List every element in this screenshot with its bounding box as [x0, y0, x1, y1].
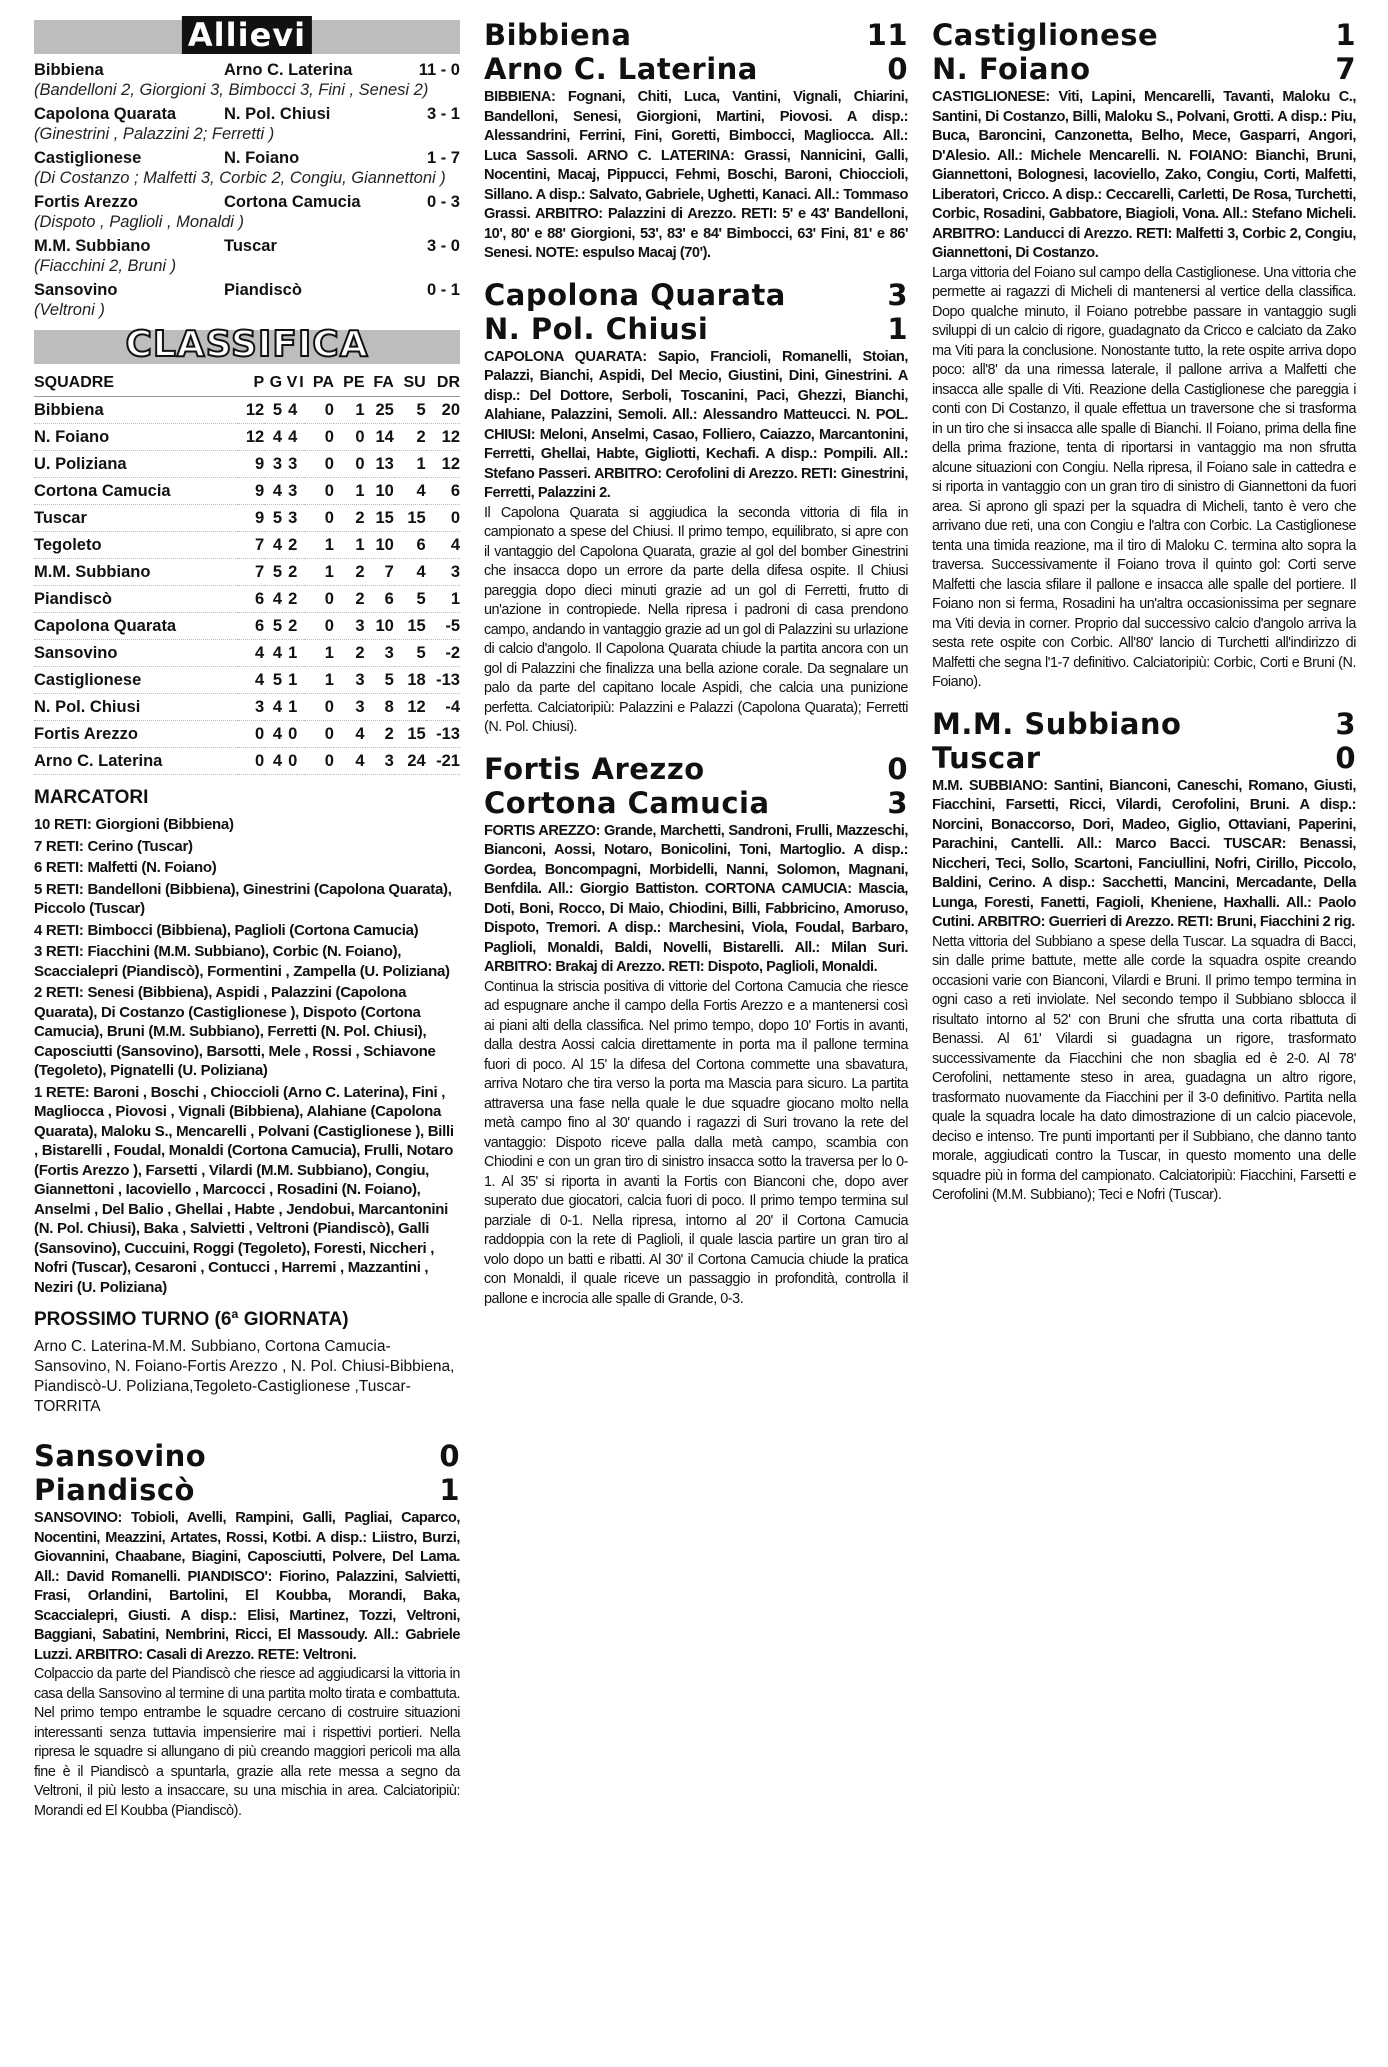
- result-item: [34, 148, 460, 188]
- standings-cell: 9: [238, 478, 264, 505]
- standings-team: Capolona Quarata: [34, 613, 238, 640]
- standings-cell: 2: [334, 640, 365, 667]
- standings-header-pe: PE: [334, 370, 365, 397]
- standings-cell: 9: [238, 505, 264, 532]
- standings-cell: 0: [304, 505, 334, 532]
- score: 3 - 0: [426, 237, 460, 255]
- scorers-title: MARCATORI: [34, 787, 149, 808]
- next-round-title: PROSSIMO TURNO (6ª GIORNATA): [34, 1309, 349, 1330]
- standings-cell: 0: [238, 748, 264, 775]
- home-score: 0: [439, 1439, 460, 1473]
- away-team: N. Foiano: [932, 52, 1091, 86]
- away-team: N. Pol. Chiusi: [484, 311, 709, 346]
- standings-cell: 7: [365, 559, 394, 586]
- match-lineup: M.M. SUBBIANO: Santini, Bianconi, Caneschi, Romano, Giusti, Fiacchini, Farsetti, Ricci, Vilardi, Cerofolini, Bruni. A disp.: Norcini, Bonaccorso, Dori, Madeo, Giglio, Ottaviani, Paperini, Parachini, Cantelli. All.: Marco Bacci. TUSCAR: Benassi, Niccheri, Teci, Sollo, Scartoni, Fanciullini, Nofri, Cirillo, Piccolo, Baldini, Cerino. A disp.: Sacchetti, Mancini, Mercadante, Della Lunga, Foresti, Fanetti, Fagioli, Kheniene, Haxhalli. All.: Paolo Cutini. ARBITRO: Guerrieri di Arezzo. RETI: Bruni, Fiacchini 2 rig.: [932, 777, 1356, 930]
- standings-cell: 5: [394, 640, 426, 667]
- standings-table: [34, 370, 460, 775]
- section-banner: [34, 16, 460, 54]
- standings-row: [34, 667, 460, 694]
- standings-cell: 1: [282, 640, 297, 667]
- standings-cell: 6: [238, 613, 264, 640]
- column-right: [932, 18, 1356, 1220]
- standings-header-su: SU: [394, 370, 426, 397]
- column-left: [34, 18, 460, 1835]
- standings-cell: 1: [394, 451, 426, 478]
- standings-header-i: I: [297, 370, 303, 397]
- standings-team: Arno C. Laterina: [34, 748, 238, 775]
- standings-cell: 1: [426, 586, 460, 613]
- standings-cell: 2: [282, 586, 297, 613]
- standings-cell: 5: [394, 397, 426, 424]
- match-bibbiena: [484, 18, 908, 264]
- standings-team: Tuscar: [34, 505, 238, 532]
- standings-cell: 4: [334, 721, 365, 748]
- scorers-line: 1 RETE: Baroni , Boschi , Chioccioli (Arno C. Laterina), Fini , Magliocca , Piovosi , Vignali (Bibbiena), Alahiane (Capolona Quarata), Maloku S., Mencarelli , Polvani (Castiglionese ), Billi , Bistarelli , Foudal, Monaldi (Cortona Camucia), Frulli, Notaro (Fortis Arezzo ), Farsetti , Vilardi (M.M. Subbiano), Congiu, Giannettoni , Iacoviello , Marcocci , Rosadini (N. Foiano), Anselmi , Del Balio , Ghellai , Habte , Jendobui, Marcantonini (N. Pol. Chiusi), Baka , Salvietti , Veltroni (Piandiscò), Galli (Sansovino), Cuccuini, Roggi (Tegoleto), Foresti, Niccheri , Nofri (Tuscar), Cesaroni , Contucci , Harremi , Mazzantini , Neziri (U. Poliziana): [34, 1083, 454, 1296]
- standings-header-g: G: [264, 370, 282, 397]
- standings-cell: 2: [282, 559, 297, 586]
- result-scorers: (Veltroni ): [34, 301, 105, 319]
- away-team: Cortona Camucia: [224, 193, 361, 211]
- standings-cell: 15: [394, 613, 426, 640]
- standings-cell: 1: [334, 397, 365, 424]
- standings-row: [34, 505, 460, 532]
- match-report: Larga vittoria del Foiano sul campo della Castiglionese. Una vittoria che permette ai ragazzi di Micheli di mantenersi al vertice della classifica. Dopo qualche minuto, il Foiano potrebbe passare in vantaggio sugli sviluppi di un calcio di rigore, guadagnato da Cricco e calciato da Zako ma Viti para la conclusione. Nonostante tutto, la rete ospite arriva dopo poco: all'8' da una rimessa laterale, il pallone arriva a Malfetti che insacca alle spalle di Viti. Reazione della Castiglionese che pareggia i conti con Di Costanzo, il quale effettua un traversone che si trasforma in un tiro che si insacca alle spalle di Bianchi. Il Foiano, prima della fine della prima frazione, tenta di riportarsi in vantaggio ma non sfrutta alcune situazioni con Congiu. Nella ripresa, il Foiano sale in cattedra e si riporta in vantaggio con un gran tiro di sinistro di Giannettoni da fuori area. Si aprono gli spazi per la squadra di Micheli, tanto è vero che arrivano due reti, una con Congiu e l'altra con Corbic. La Castiglionese tenta una timida reazione, ma il tiro di Maloku C. termina alto sopra la traversa. Successivamente il Foiano trova il quinto gol: Corti serve Malfetti che lascia sfilare il pallone e insacca alle spalle del portiere. Il Foiano non si ferma, Rosadini ha un'altra occasionissima per segnare ma Viti devia in corner. Proprio dal successivo calcio d'angolo arriva la sesta rete ospite con Corbic. All'80' lancio di Turchetti all'indirizzo di Malfetti che segna l'1-7 definitivo. Calciatoripiù: Corbic, Corti e Bruni (N. Foiano).: [932, 264, 1356, 690]
- result-scorers: (Dispoto , Paglioli , Monaldi ): [34, 213, 245, 231]
- home-team: Sansovino: [34, 1439, 207, 1473]
- standings-body: [34, 397, 460, 775]
- standings-cell: 2: [334, 505, 365, 532]
- standings-cell: 0: [304, 397, 334, 424]
- home-score: 11: [866, 18, 908, 52]
- away-score: 1: [439, 1473, 460, 1507]
- result-item: [34, 280, 460, 320]
- standings-cell: 5: [394, 586, 426, 613]
- standings-cell: -13: [426, 667, 460, 694]
- standings-cell: 0: [426, 505, 460, 532]
- standings-cell: 3: [238, 694, 264, 721]
- standings-title: CLASSIFICA: [125, 324, 369, 365]
- scorers-list: [34, 815, 460, 1297]
- scorers-line: 10 RETI: Giorgioni (Bibbiena): [34, 816, 234, 833]
- result-item: [34, 236, 460, 276]
- standings-cell: 6: [365, 586, 394, 613]
- away-score: 1: [887, 311, 908, 346]
- match-fortis: [484, 752, 908, 1310]
- standings-cell: 3: [334, 694, 365, 721]
- standings-cell: 24: [394, 748, 426, 775]
- home-score: 3: [887, 277, 908, 312]
- away-team: Cortona Camucia: [484, 785, 770, 820]
- standings-cell: 5: [264, 505, 282, 532]
- scorers-line: 4 RETI: Bimbocci (Bibbiena), Paglioli (Cortona Camucia): [34, 921, 419, 939]
- standings-cell: 12: [394, 694, 426, 721]
- standings-cell: 2: [282, 532, 297, 559]
- standings-cell: 4: [264, 586, 282, 613]
- home-team: Castiglionese: [34, 149, 142, 167]
- standings-cell: 5: [264, 613, 282, 640]
- standings-cell: 18: [394, 667, 426, 694]
- home-score: 1: [1335, 18, 1356, 52]
- standings-cell: 3: [282, 478, 297, 505]
- standings-cell: 4: [394, 478, 426, 505]
- match-capolona: [484, 278, 908, 738]
- standings-cell: 7: [238, 532, 264, 559]
- standings-cell: -5: [426, 613, 460, 640]
- scorers-line: 3 RETI: Fiacchini (M.M. Subbiano), Corbic (N. Foiano), Scaccialepri (Piandiscò), Formentini , Zampella (U. Poliziana): [34, 943, 450, 980]
- standings-cell: 6: [394, 532, 426, 559]
- away-team: N. Pol. Chiusi: [224, 105, 331, 123]
- standings-team: U. Poliziana: [34, 451, 238, 478]
- standings-cell: 3: [365, 748, 394, 775]
- standings-cell: 10: [365, 532, 394, 559]
- home-team: Bibbiena: [484, 18, 632, 52]
- scorers-line: 6 RETI: Malfetti (N. Foiano): [34, 859, 217, 876]
- standings-cell: 0: [304, 721, 334, 748]
- result-item: [34, 192, 460, 232]
- standings-team: Piandiscò: [34, 586, 238, 613]
- standings-cell: 2: [334, 586, 365, 613]
- standings-cell: 4: [264, 478, 282, 505]
- column-middle: [484, 18, 908, 1323]
- away-score: 3: [887, 785, 908, 820]
- standings-cell: 4: [282, 397, 297, 424]
- standings-cell: 0: [304, 748, 334, 775]
- result-scorers: (Di Costanzo ; Malfetti 3, Corbic 2, Congiu, Giannettoni ): [34, 169, 446, 187]
- standings-cell: 15: [365, 505, 394, 532]
- home-team: Sansovino: [34, 281, 118, 299]
- standings-team: M.M. Subbiano: [34, 559, 238, 586]
- home-team: Bibbiena: [34, 61, 104, 79]
- standings-header-squadre: SQUADRE: [34, 370, 238, 397]
- standings-cell: 3: [334, 613, 365, 640]
- standings-cell: 5: [264, 667, 282, 694]
- standings-cell: 4: [426, 532, 460, 559]
- standings-cell: 0: [282, 721, 297, 748]
- standings-cell: 0: [304, 424, 334, 451]
- standings-cell: 10: [365, 613, 394, 640]
- standings-cell: 4: [238, 640, 264, 667]
- standings-cell: 1: [334, 532, 365, 559]
- standings-cell: 0: [304, 694, 334, 721]
- match-lineup: BIBBIENA: Fognani, Chiti, Luca, Vantini, Vignali, Chiarini, Bandelloni, Senesi, Giorgioni, Martini, Piovosi. A disp.: Alessandrini, Ferrini, Fini, Goretti, Bimbocci, Magliocca. All.: Luca Sassoli. ARNO C. LATERINA: Grassi, Nannicini, Galli, Nocentini, Macaj, Pippucci, Fehmi, Boschi, Baroni, Chioccioli, Sillano. A disp.: Salvato, Gabriele, Ughetti, Kanaci. All.: Tommaso Grassi. ARBITRO: Palazzini di Arezzo. RETI: 5' e 43' Bandelloni, 10', 80' e 88' Giorgioni, 53', 83' e 84' Bimbocci, 63' Fini, 81' e 86' Senesi. NOTE: espulso Macaj (70').: [484, 89, 908, 261]
- away-team: Piandiscò: [224, 281, 302, 299]
- scorers-line: 2 RETI: Senesi (Bibbiena), Aspidi , Palazzini (Capolona Quarata), Di Costanzo (Castiglionese ), Dispoto (Cortona Camucia), Bruni (M.M. Subbiano), Ferretti (N. Pol. Chiusi), Caposciutti (Sansovino), Barsotti, Mele , Rossi , Schiavone (Tegoleto), Pignatelli (U. Poliziana): [34, 984, 436, 1079]
- standings-cell: 0: [304, 613, 334, 640]
- standings-cell: 4: [238, 667, 264, 694]
- standings-cell: 12: [426, 424, 460, 451]
- standings-cell: -2: [426, 640, 460, 667]
- away-team: Arno C. Laterina: [224, 61, 353, 79]
- section-title: Allievi: [182, 16, 312, 54]
- standings-cell: 7: [238, 559, 264, 586]
- standings-cell: 3: [334, 667, 365, 694]
- home-team: M.M. Subbiano: [34, 237, 151, 255]
- away-team: N. Foiano: [224, 149, 300, 167]
- standings-cell: 0: [334, 424, 365, 451]
- standings-cell: 8: [365, 694, 394, 721]
- standings-cell: 1: [304, 667, 334, 694]
- standings-row: [34, 748, 460, 775]
- standings-cell: -4: [426, 694, 460, 721]
- standings-cell: 6: [426, 478, 460, 505]
- away-score: 0: [1335, 740, 1356, 775]
- home-team: Capolona Quarata: [34, 105, 177, 123]
- standings-row: [34, 424, 460, 451]
- match-report: Il Capolona Quarata si aggiudica la seconda vittoria di fila in campionato a spese del Chiusi. Il primo tempo, equilibrato, si apre con il vantaggio del Capolona Quarata, grazie al gol del bomber Ginestrini che insacca dopo un errore da parte della difesa ospite. Il Chiusi pareggia dopo dieci minuti grazie ad un gol di Ferretti, frutto di un'azione in contropiede. Nella ripresa i padroni di casa prendono campo, andando in vantaggio grazie ad un gol di Palazzini su urlazione di calcio d'angolo. Il Capolona Quarata chiude la partita ancora con un gol di Palazzini che finalizza una bella azione corale. Da segnalare un palo da parte del capitano locale Aspidi, che calcia una punizione perfetta. Calciatoripiù: Palazzini e Palazzi (Capolona Quarata); Ferretti (N. Pol. Chiusi).: [484, 504, 908, 735]
- standings-cell: 2: [394, 424, 426, 451]
- home-team: Capolona Quarata: [484, 277, 786, 312]
- standings-row: [34, 559, 460, 586]
- standings-cell: 4: [264, 721, 282, 748]
- standings-cell: 4: [394, 559, 426, 586]
- standings-cell: 12: [426, 451, 460, 478]
- scorers-line: 7 RETI: Cerino (Tuscar): [34, 837, 193, 855]
- result-item: [34, 60, 460, 100]
- standings-cell: 4: [264, 640, 282, 667]
- standings-row: [34, 586, 460, 613]
- away-team: Piandiscò: [34, 1473, 195, 1507]
- standings-team: N. Pol. Chiusi: [34, 694, 238, 721]
- standings-cell: 9: [238, 451, 264, 478]
- standings-cell: 2: [334, 559, 365, 586]
- match-lineup: CASTIGLIONESE: Viti, Lapini, Mencarelli, Tavanti, Maloku C., Santini, Di Costanzo, Billi, Maloku S., Polvani, Grotti. A disp.: Piu, Buca, Baroncini, Canzonetta, Belho, Mece, Gasparri, Angori, D'Alesio. All.: Michele Mencarelli. N. FOIANO: Bianchi, Bruni, Giannettoni, Bolognesi, Iacoviello, Zako, Congiu, Corti, Malfetti, Liberatori, Cricco. A disp.: Ceccarelli, Carletti, De Rosa, Turchetti, Corbic, Rosadini, Gabbatore, Biagioli, Vona. All.: Stefano Micheli. ARBITRO: Landucci di Arezzo. RETI: Malfetti 3, Corbic 2, Congiu, Giannettoni, Di Costanzo.: [932, 89, 1356, 261]
- standings-cell: 5: [264, 397, 282, 424]
- results-list: [34, 60, 460, 320]
- standings-cell: 3: [264, 451, 282, 478]
- match-report: Netta vittoria del Subbiano a spese della Tuscar. La squadra di Bacci, sin dalle prime battute, mette alle corde la squadra ospite creando occasioni varie con Bianconi, Vilardi e Bruni. Il primo tempo termina in ogni caso a reti inviolate. Nel secondo tempo il Subbiano sblocca il risultato intorno al 52' con Bruni che sfrutta una corta ribattuta di Benassi. Al 61' Vilardi si guadagna un rigore, trasformato successivamente da Fiacchini che non sbaglia ed è 2-0. Al 78' Cerofolini, nettamente steso in area, guadagna un altro rigore, trasformato nuovamente da Fiacchini per il 3-0 definitivo. Partita nella quale la squadra locale ha dato dimostrazione di un calcio piacevole, deciso e intenso. Tre punti importanti per il Subbiano, che danno tanto morale, aggiudicati contro la Tuscar, in questo momento una delle squadre più in forma del campionato. Calciatoripiù: Fiacchini, Farsetti e Cerofolini (M.M. Subbiano); Teci e Nofri (Tuscar).: [932, 933, 1356, 1203]
- standings-cell: 15: [394, 505, 426, 532]
- match-lineup: CAPOLONA QUARATA: Sapio, Francioli, Romanelli, Stoian, Palazzi, Bianchi, Aspidi, Del Mecio, Giustini, Dini, Ginestrini. A disp.: Del Dottore, Serboli, Toscanini, Paci, Ghezzi, Bianchi, Alahiane, Palazzini, Semoli. All.: Alessandro Matteucci. N. POL. CHIUSI: Meloni, Anselmi, Casao, Folliero, Caiazzo, Marcantonini, Ferretti, Ghellai, Habte, Gigliotti, Kechafi. A disp.: Pompili. All.: Stefano Passeri. ARBITRO: Cerofolini di Arezzo. RETI: Ginestrini, Ferretti, Palazzini 2.: [484, 348, 908, 501]
- standings-cell: 4: [264, 694, 282, 721]
- result-scorers: (Bandelloni 2, Giorgioni 3, Bimbocci 3, Fini , Senesi 2): [34, 81, 429, 99]
- home-team: M.M. Subbiano: [932, 706, 1182, 741]
- standings-cell: 0: [282, 748, 297, 775]
- match-lineup: FORTIS AREZZO: Grande, Marchetti, Sandroni, Frulli, Mazzeschi, Bianconi, Aossi, Notaro, Bonicolini, Toni, Martoglio. A disp.: Gordea, Boncompagni, Morbidelli, Nanni, Solomon, Magnani, Benfdila. All.: Giorgio Battiston. CORTONA CAMUCIA: Mascia, Doti, Boni, Rocco, Di Maio, Chiodini, Billi, Fabbricino, Amoruso, Dispoto, Tremori. A disp.: Marchesini, Viola, Foudal, Barbaro, Paglioli, Monaldi, Baldi, Novelli, Bistarelli. All.: Milan Suri. ARBITRO: Brakaj di Arezzo. RETI: Dispoto, Paglioli, Monaldi.: [484, 822, 908, 975]
- standings-cell: 4: [282, 424, 297, 451]
- standings-banner: [34, 324, 460, 365]
- standings-team: N. Foiano: [34, 424, 238, 451]
- standings-cell: 1: [334, 478, 365, 505]
- standings-cell: 1: [304, 640, 334, 667]
- standings-cell: 12: [238, 397, 264, 424]
- standings-cell: 25: [365, 397, 394, 424]
- standings-header-fa: FA: [365, 370, 394, 397]
- standings-cell: 14: [365, 424, 394, 451]
- standings-row: [34, 397, 460, 424]
- standings-cell: -13: [426, 721, 460, 748]
- match-report: Colpaccio da parte del Piandiscò che riesce ad aggiudicarsi la vittoria in casa della Sansovino al termine di una partita molto tirata e combattuta. Nel primo tempo entrambe le squadre cercano di costruire situazioni interessanti senza tuttavia impensierire mai i rispettivi portieri. Nella ripresa le squadre si allungano di più creando maggiori pericoli ma alla fine è il Piandiscò a spuntarla, grazie alla rete messa a segno da Veltroni, il più lesto a insaccare, su una mischia in area. Calciatoripiù: Morandi ed El Koubba (Piandiscò).: [34, 1666, 460, 1819]
- score: 3 - 1: [426, 105, 460, 123]
- score: 11 - 0: [418, 61, 460, 79]
- standings-cell: 0: [238, 721, 264, 748]
- result-scorers: (Fiacchini 2, Bruni ): [34, 257, 177, 275]
- standings-header-v: V: [282, 370, 297, 397]
- next-round-text: Arno C. Laterina-M.M. Subbiano, Cortona Camucia-Sansovino, N. Foiano-Fortis Arezzo , N. Pol. Chiusi-Bibbiena, Piandiscò-U. Poliziana,Tegoleto-Castiglionese ,Tuscar-TORRITA: [34, 1338, 455, 1415]
- standings-cell: 6: [238, 586, 264, 613]
- standings-team: Castiglionese: [34, 667, 238, 694]
- standings-row: [34, 721, 460, 748]
- standings-cell: 0: [304, 451, 334, 478]
- score: 0 - 1: [426, 281, 460, 299]
- standings-cell: 5: [365, 667, 394, 694]
- standings-cell: -21: [426, 748, 460, 775]
- result-item: [34, 104, 460, 144]
- standings-cell: 3: [282, 505, 297, 532]
- away-score: 7: [1335, 52, 1356, 86]
- away-score: 0: [887, 52, 908, 86]
- standings-cell: 10: [365, 478, 394, 505]
- standings-cell: 2: [282, 613, 297, 640]
- standings-cell: 13: [365, 451, 394, 478]
- standings-cell: 0: [334, 451, 365, 478]
- standings-cell: 2: [365, 721, 394, 748]
- standings-cell: 1: [282, 694, 297, 721]
- home-team: Fortis Arezzo: [484, 751, 705, 786]
- scorers-line: 5 RETI: Bandelloni (Bibbiena), Ginestrini (Capolona Quarata), Piccolo (Tuscar): [34, 880, 452, 917]
- home-score: 0: [887, 751, 908, 786]
- standings-cell: 15: [394, 721, 426, 748]
- home-team: Fortis Arezzo: [34, 193, 138, 211]
- score: 1 - 7: [426, 149, 460, 167]
- match-report: Continua la striscia positiva di vittorie del Cortona Camucia che riesce ad espugnare anche il campo della Fortis Arezzo e a mantenersi così ai piani alti della classifica. Nel primo tempo, dopo 10' Fortis in avanti, dalla destra Aossi calcia direttamente in porta ma il pallone termina fuori di poco. Al 15' la difesa del Cortona commette una sbavatura, arriva Notaro che tira verso la porta ma Mascia para sicuro. La partita attraversa una fase nella quale le due squadre giocano molto nella metà campo fino al 30' quando i ragazzi di Suri trovano la rete del vantaggio: Dispoto riceve palla dalla metà campo, scambia con Chiodini e con un gran tiro di sinistro insacca sotto la traversa per lo 0-1. Al 35' si riporta in avanti la Fortis con Bianconi che, dopo aver superato due giocatori, calcia fuori di poco. Il primo tempo termina sul parziale di 0-1. Nella ripresa, intorno al 20' il Cortona Camucia raddoppia con la rete di Paglioli, il quale lascia partire un gran tiro al volo dopo un batti e ribatti. Al 30' il Cortona Camucia chiude la pratica con Monaldi, il quale riceve un passaggio in profondità, controlla il pallone e incrocia alle spalle di Grande, 0-3.: [484, 978, 908, 1307]
- standings-cell: 3: [365, 640, 394, 667]
- standings-cell: 3: [426, 559, 460, 586]
- standings-cell: 4: [264, 532, 282, 559]
- away-team: Arno C. Laterina: [484, 52, 758, 86]
- standings-cell: 4: [264, 748, 282, 775]
- standings-cell: 1: [304, 532, 334, 559]
- score: 0 - 3: [426, 193, 460, 211]
- standings-cell: 0: [304, 478, 334, 505]
- standings-cell: 3: [282, 451, 297, 478]
- standings-row: [34, 478, 460, 505]
- standings-header-pa: PA: [304, 370, 334, 397]
- away-team: Tuscar: [932, 740, 1041, 775]
- standings-row: [34, 532, 460, 559]
- home-score: 3: [1335, 706, 1356, 741]
- match-lineup: SANSOVINO: Tobioli, Avelli, Rampini, Galli, Pagliai, Caparco, Nocentini, Meazzini, Artates, Rossi, Kotbi. A disp.: Liistro, Burzi, Giovannini, Chaabane, Biagini, Caposciutti, Polvere, Del Lama. All.: David Romanelli. PIANDISCO': Fiorino, Palazzini, Salvietti, Frasi, Orlandini, Bartolini, El Koubba, Morandi, Baka, Scaccialepri, Giusti. A disp.: Elisi, Martinez, Tozzi, Veltroni, Baggiani, Sabatini, Nembrini, Ricci, El Massoudy. All.: Gabriele Luzzi. ARBITRO: Casali di Arezzo. RETE: Veltroni.: [34, 1510, 460, 1663]
- standings-team: Tegoleto: [34, 532, 238, 559]
- result-scorers: (Ginestrini , Palazzini 2; Ferretti ): [34, 125, 275, 143]
- standings-team: Fortis Arezzo: [34, 721, 238, 748]
- standings-header-dr: DR: [426, 370, 460, 397]
- standings-row: [34, 451, 460, 478]
- standings-cell: 1: [282, 667, 297, 694]
- match-sansovino: [34, 1439, 460, 1821]
- match-subbiano: [932, 707, 1356, 1206]
- standings-team: Cortona Camucia: [34, 478, 238, 505]
- standings-cell: 0: [304, 586, 334, 613]
- standings-row: [34, 640, 460, 667]
- standings-header-row: [34, 370, 460, 397]
- standings-cell: 5: [264, 559, 282, 586]
- standings-header-p: P: [238, 370, 264, 397]
- standings-row: [34, 694, 460, 721]
- away-team: Tuscar: [224, 237, 277, 255]
- standings-cell: 12: [238, 424, 264, 451]
- standings-row: [34, 613, 460, 640]
- standings-cell: 4: [264, 424, 282, 451]
- standings-cell: 4: [334, 748, 365, 775]
- standings-cell: 20: [426, 397, 460, 424]
- home-team: Castiglionese: [932, 18, 1159, 52]
- standings-team: Bibbiena: [34, 397, 238, 424]
- standings-cell: 1: [304, 559, 334, 586]
- standings-team: Sansovino: [34, 640, 238, 667]
- match-castiglionese: [932, 18, 1356, 693]
